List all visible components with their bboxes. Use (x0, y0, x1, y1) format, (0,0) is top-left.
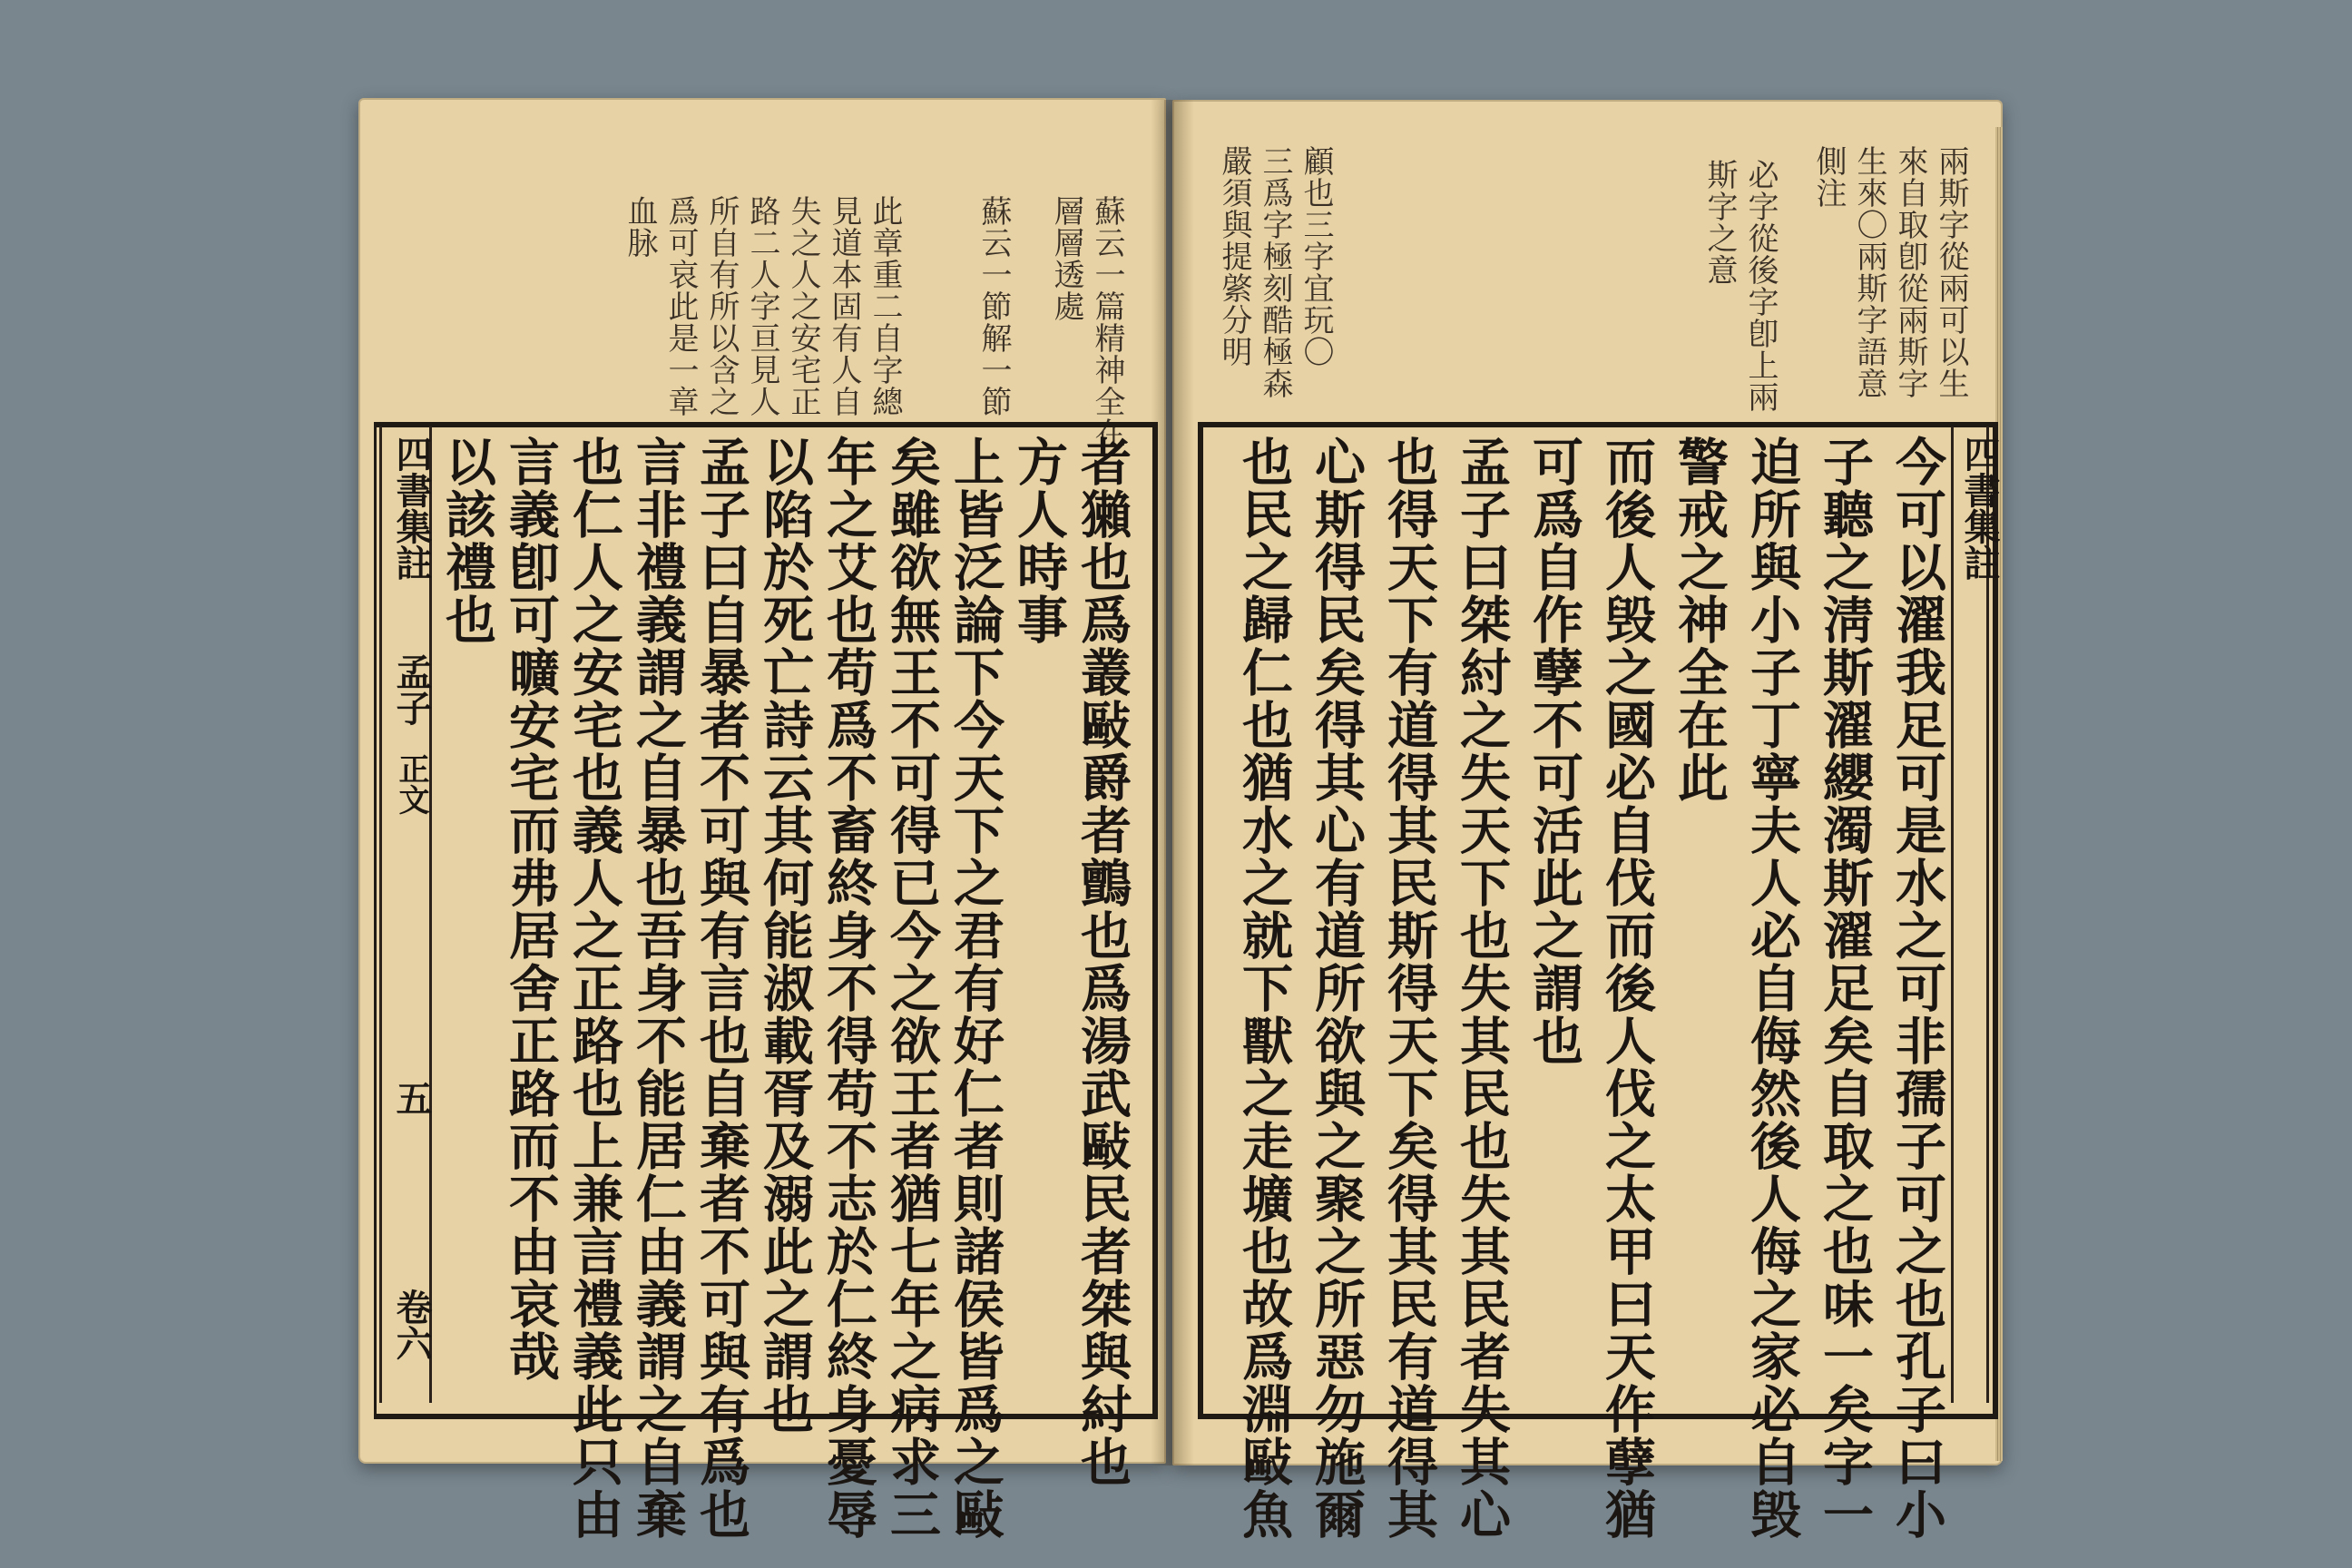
text-column: 子聽之淸斯濯纓濁斯濯足矣自取之也味一矣字一 (1815, 436, 1875, 1541)
margin-note: 層層透處 (1048, 195, 1084, 322)
margin-note: 生來〇兩斯字語意 (1851, 145, 1887, 399)
text-column: 也得天下有道得其民斯得天下矣得其民有道得其 (1379, 436, 1439, 1541)
text-column: 也仁人之安宅也義人之正路也上兼言禮義此只由 (564, 436, 624, 1541)
text-column: 而後人毁之國必自伐而後人伐之太甲曰天作孽猶 (1597, 436, 1657, 1541)
margin-note: 來自取卽從兩斯字 (1892, 145, 1928, 399)
text-column: 言非禮義謂之自暴也吾身不能居仁由義謂之自棄 (628, 436, 688, 1541)
margin-note: 爲可哀此是一章 (662, 195, 699, 417)
text-column: 今可以濯我足可是水之可非孺子可之也孔子曰小 (1887, 436, 1947, 1541)
strip-chapter: 孟子 (390, 653, 433, 726)
left-page-strip (379, 426, 432, 1403)
text-column: 年之艾也苟爲不畜終身不得苟不志於仁終身憂辱 (818, 436, 878, 1541)
strip-title: 四書集註 (1958, 436, 2001, 581)
margin-note: 斯字之意 (1701, 159, 1738, 286)
strip-title: 四書集註 (390, 436, 433, 581)
text-column: 也民之歸仁也猶水之就下獸之走壙也故爲淵敺魚 (1234, 436, 1294, 1541)
text-column: 孟子曰桀紂之失天下也失其民也失其民者失其心 (1452, 436, 1512, 1541)
margin-note: 必字從後字卽上兩 (1742, 159, 1779, 413)
text-column: 方人時事 (1009, 436, 1069, 646)
text-column: 心斯得民矣得其心有道所欲與之聚之所惡勿施爾 (1307, 436, 1367, 1541)
margin-note: 蘇云一節解一節 (975, 195, 1012, 417)
margin-note: 失之人之安宅正 (785, 195, 821, 417)
text-column: 可爲自作孽不可活此之謂也 (1524, 436, 1584, 1067)
right-page-strip (1951, 426, 2001, 1403)
margin-note: 三爲字極刻酷極森 (1257, 145, 1293, 399)
text-column: 以該禮也 (437, 436, 497, 646)
volume-number: 卷六 (390, 1289, 433, 1361)
text-column: 孟子曰自暴者不可與有言也自棄者不可與有爲也 (691, 436, 751, 1541)
margin-note: 所自有所以含之 (703, 195, 740, 417)
text-column: 言義卽可曠安宅而弗居舍正路而不由哀哉 (501, 436, 561, 1383)
margin-note: 兩斯字從兩可以生 (1933, 145, 1969, 399)
text-column: 矣雖欲無王不可得已今之欲王者猶七年之病求三 (882, 436, 942, 1541)
text-column: 警戒之神全在此 (1670, 436, 1730, 804)
margin-note: 側注 (1810, 145, 1847, 209)
margin-note: 嚴須與提綮分明 (1216, 145, 1252, 368)
margin-note: 蘇云一篇精神全在 (1089, 195, 1125, 449)
margin-note: 見道本固有人自 (826, 195, 862, 417)
strip-section: 正文 (393, 753, 429, 815)
margin-note: 此章重二自字總 (867, 195, 903, 417)
page-number: 五 (390, 1080, 433, 1116)
margin-note: 顧也三字宜玩〇 (1298, 145, 1334, 368)
text-column: 者獺也爲叢敺爵者鸇也爲湯武敺民者桀與紂也 (1073, 436, 1132, 1488)
margin-note: 血脉 (622, 195, 658, 259)
text-column: 上皆泛論下今天下之君有好仁者則諸侯皆爲之敺 (946, 436, 1005, 1541)
text-column: 以陷於死亡詩云其何能淑載胥及溺此之謂也 (755, 436, 815, 1436)
text-column: 迫所與小子丁寧夫人必自侮然後人侮之家必自毁 (1742, 436, 1802, 1541)
margin-note: 路二人字亘見人 (744, 195, 780, 417)
